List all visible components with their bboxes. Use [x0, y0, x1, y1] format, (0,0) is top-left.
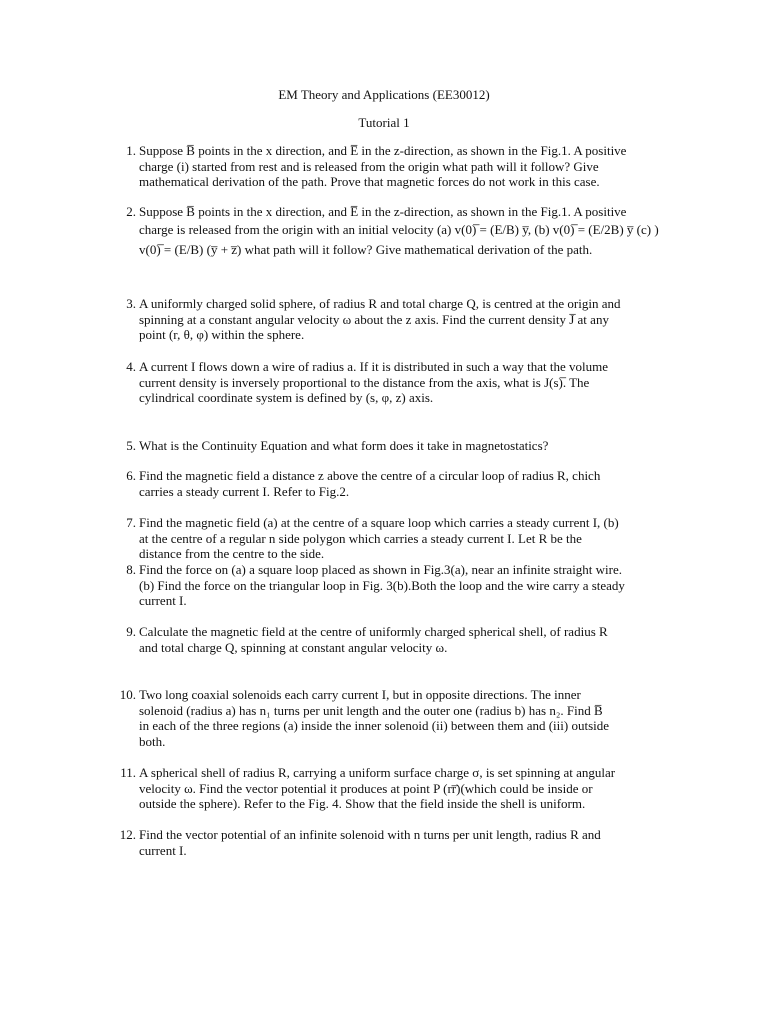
- question-number: 3.: [126, 296, 136, 311]
- question-text: [139, 438, 679, 454]
- question-line: Suppose B̅ points in the x direction, and E̅ in the z-direction, as shown in the Fig.1. A positive: [139, 143, 627, 158]
- question-line: mathematical derivation of the path. Prove that magnetic forces do not work in this case.: [139, 174, 600, 190]
- question-number: 10.: [119, 687, 136, 702]
- question-line: spinning at a constant angular velocity ω about the z axis. Find the current density J̅ at any: [139, 311, 609, 327]
- question-line: A spherical shell of radius R, carrying a uniform surface charge σ, is set spinning at angular: [139, 765, 616, 780]
- question-text: [139, 515, 679, 562]
- question-line: Find the magnetic field a distance z above the centre of a circular loop of radius R, chich: [139, 468, 601, 483]
- question-line: Suppose B̅ points in the x direction, and E̅ in the z-direction, as shown in the Fig.1. A positive: [139, 204, 627, 219]
- question-number: 5.: [126, 438, 136, 453]
- question-line: outside the sphere). Refer to the Fig. 4. Show that the field inside the shell is uniform.: [139, 796, 586, 812]
- question-number: 11.: [120, 765, 136, 780]
- question-line: A current I flows down a wire of radius a. If it is distributed in such a way that the volume: [139, 359, 608, 374]
- question-line: at the centre of a regular n side polygon which carries a steady current I. Let R be the: [139, 530, 582, 546]
- question-text: [139, 296, 679, 343]
- question-number: 12.: [119, 827, 136, 842]
- question-line: solenoid (radius a) has n₁ turns per unit length and the outer one (radius b) has n₂. Find B̅: [139, 702, 603, 718]
- question-line: A uniformly charged solid sphere, of radius R and total charge Q, is centred at the origin and: [139, 296, 621, 311]
- question-number: 2.: [126, 204, 136, 219]
- document-subtitle: Tutorial 1: [358, 115, 410, 130]
- question-line: Find the force on (a) a square loop placed as shown in Fig.3(a), near an infinite straight wire.: [139, 562, 623, 577]
- question-line: Find the vector potential of an infinite solenoid with n turns per unit length, radius R and: [139, 827, 601, 842]
- question-line: charge (i) started from rest and is released from the origin what path will it follow? Give: [139, 158, 599, 174]
- question-text: [139, 359, 679, 406]
- question-text: [139, 624, 679, 655]
- question-line: v(0)̅ = (E/B) (y̅ + z̅) what path will it follow? Give mathematical derivation of the path.: [139, 241, 593, 257]
- question-line: (b) Find the force on the triangular loop in Fig. 3(b).Both the loop and the wire carry a steady: [139, 577, 625, 593]
- question-text: [139, 143, 679, 190]
- question-line: What is the Continuity Equation and what form does it take in magnetostatics?: [139, 438, 549, 453]
- question-line: Two long coaxial solenoids each carry current I, but in opposite directions. The inner: [139, 687, 581, 702]
- question-number: 9.: [126, 624, 136, 639]
- question-text: [139, 468, 679, 499]
- question-text: [139, 765, 679, 812]
- question-number: 7.: [126, 515, 136, 530]
- question-number: 4.: [126, 359, 136, 374]
- question-line: current I.: [139, 842, 187, 858]
- question-line: Calculate the magnetic field at the centre of uniformly charged spherical shell, of radius R: [139, 624, 608, 639]
- question-text: [139, 827, 679, 858]
- question-line: current density is inversely proportional to the distance from the axis, what is J(s)̅. The: [139, 374, 590, 390]
- question-line: both.: [139, 733, 166, 749]
- question-line: Find the magnetic field (a) at the centre of a square loop which carries a steady current I, (b): [139, 515, 619, 530]
- question-number: 8.: [126, 562, 136, 577]
- question-line: cylindrical coordinate system is defined by (s, φ, z) axis.: [139, 390, 434, 406]
- question-line: in each of the three regions (a) inside the inner solenoid (ii) between them and (iii) outside: [139, 718, 610, 734]
- question-line: velocity ω. Find the vector potential it produces at point P (rr̅)(which could be inside or: [139, 780, 593, 796]
- question-line: charge is released from the origin with an initial velocity (a) v(0)̅ = (E/B) y̅, (b) v(0)̅ = (E/2B) y̅ (c) ): [139, 221, 659, 237]
- question-line: carries a steady current I. Refer to Fig.2.: [139, 483, 350, 499]
- question-number: 1.: [126, 143, 136, 158]
- question-line: point (r, θ, φ) within the sphere.: [139, 327, 305, 343]
- question-number: 6.: [126, 468, 136, 483]
- question-text: [139, 204, 679, 261]
- question-text: [139, 562, 679, 609]
- question-text: [139, 687, 679, 749]
- question-line: and total charge Q, spinning at constant angular velocity ω.: [139, 639, 448, 655]
- question-line: distance from the centre to the side.: [139, 546, 325, 562]
- document-title: EM Theory and Applications (EE30012): [278, 87, 490, 102]
- question-line: current I.: [139, 593, 187, 609]
